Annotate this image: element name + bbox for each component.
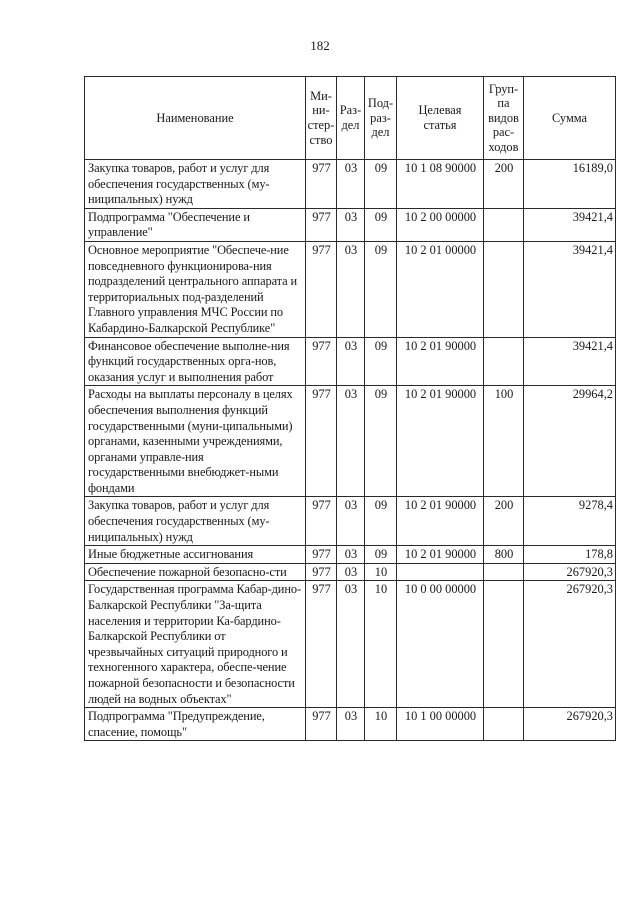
header-ministry: Ми- ни- стер- ство bbox=[306, 77, 337, 160]
row-ministry: 977 bbox=[306, 208, 337, 241]
row-expense-group bbox=[484, 241, 524, 337]
row-ministry: 977 bbox=[306, 563, 337, 581]
row-ministry: 977 bbox=[306, 581, 337, 708]
row-expense-group: 200 bbox=[484, 497, 524, 546]
header-subsection: Под- раз- дел bbox=[365, 77, 397, 160]
row-name: Закупка товаров, работ и услуг для обеспечения государственных (му-ниципальных) нужд bbox=[85, 160, 306, 209]
row-name: Подпрограмма "Обеспечение и управление" bbox=[85, 208, 306, 241]
row-ministry: 977 bbox=[306, 708, 337, 741]
row-ministry: 977 bbox=[306, 497, 337, 546]
row-ministry: 977 bbox=[306, 337, 337, 386]
table-row bbox=[85, 708, 616, 741]
row-section: 03 bbox=[337, 386, 365, 497]
row-subsection: 10 bbox=[365, 581, 397, 708]
row-target: 10 1 08 90000 bbox=[397, 160, 484, 209]
row-expense-group bbox=[484, 581, 524, 708]
table-row bbox=[85, 160, 616, 209]
row-ministry: 977 bbox=[306, 160, 337, 209]
row-sum: 29964,2 bbox=[524, 386, 616, 497]
budget-table bbox=[84, 76, 616, 741]
row-sum: 267920,3 bbox=[524, 708, 616, 741]
row-section: 03 bbox=[337, 337, 365, 386]
row-name: Основное мероприятие "Обеспече-ние повседневного функционирова-ния подразделений центрального аппарата и территориальных под-разделений Главного управления МЧС России по Кабардино-Балкарской Республике" bbox=[85, 241, 306, 337]
row-sum: 9278,4 bbox=[524, 497, 616, 546]
row-expense-group bbox=[484, 708, 524, 741]
row-target: 10 2 01 90000 bbox=[397, 497, 484, 546]
row-sum: 178,8 bbox=[524, 546, 616, 564]
row-sum: 267920,3 bbox=[524, 563, 616, 581]
row-section: 03 bbox=[337, 241, 365, 337]
row-sum: 267920,3 bbox=[524, 581, 616, 708]
row-target bbox=[397, 563, 484, 581]
row-subsection: 09 bbox=[365, 160, 397, 209]
row-ministry: 977 bbox=[306, 546, 337, 564]
row-ministry: 977 bbox=[306, 241, 337, 337]
header-section: Раз- дел bbox=[337, 77, 365, 160]
row-subsection: 09 bbox=[365, 337, 397, 386]
row-sum: 39421,4 bbox=[524, 241, 616, 337]
row-name: Обеспечение пожарной безопасно-сти bbox=[85, 563, 306, 581]
header-expense-group: Груп- па видов рас- ходов bbox=[484, 77, 524, 160]
row-section: 03 bbox=[337, 581, 365, 708]
row-subsection: 09 bbox=[365, 208, 397, 241]
row-section: 03 bbox=[337, 563, 365, 581]
row-expense-group: 800 bbox=[484, 546, 524, 564]
table-row bbox=[85, 208, 616, 241]
row-sum: 16189,0 bbox=[524, 160, 616, 209]
row-subsection: 09 bbox=[365, 546, 397, 564]
row-sum: 39421,4 bbox=[524, 337, 616, 386]
row-section: 03 bbox=[337, 546, 365, 564]
row-target: 10 2 01 90000 bbox=[397, 337, 484, 386]
header-row bbox=[85, 77, 616, 160]
row-expense-group: 200 bbox=[484, 160, 524, 209]
row-ministry: 977 bbox=[306, 386, 337, 497]
row-name: Подпрограмма "Предупреждение, спасение, помощь" bbox=[85, 708, 306, 741]
row-target: 10 0 00 00000 bbox=[397, 581, 484, 708]
row-subsection: 09 bbox=[365, 497, 397, 546]
row-section: 03 bbox=[337, 208, 365, 241]
header-sum: Сумма bbox=[524, 77, 616, 160]
row-target: 10 2 01 00000 bbox=[397, 241, 484, 337]
row-target: 10 1 00 00000 bbox=[397, 708, 484, 741]
row-target: 10 2 00 00000 bbox=[397, 208, 484, 241]
row-section: 03 bbox=[337, 160, 365, 209]
row-section: 03 bbox=[337, 708, 365, 741]
row-expense-group bbox=[484, 208, 524, 241]
row-expense-group bbox=[484, 563, 524, 581]
table-row bbox=[85, 563, 616, 581]
row-name: Государственная программа Кабар-дино-Балкарской Республики "За-щита населения и территории Ка-бардино-Балкарской Республики от чрезвычайных ситуаций природного и техногенного характера, обеспе-чение пожарной безопасности и безопасности людей на водных объектах" bbox=[85, 581, 306, 708]
header-name: Наименование bbox=[85, 77, 306, 160]
row-section: 03 bbox=[337, 497, 365, 546]
table-row bbox=[85, 386, 616, 497]
row-name: Расходы на выплаты персоналу в целях обеспечения выполнения функций государственными (муни-ципальными) органами, казенными учреждениями, органами управле-ния государственными внебюджет-ными фондами bbox=[85, 386, 306, 497]
row-name: Финансовое обеспечение выполне-ния функций государственных орга-нов, оказания услуг и выполнения работ bbox=[85, 337, 306, 386]
table-row bbox=[85, 581, 616, 708]
row-target: 10 2 01 90000 bbox=[397, 546, 484, 564]
row-subsection: 10 bbox=[365, 563, 397, 581]
row-sum: 39421,4 bbox=[524, 208, 616, 241]
row-subsection: 09 bbox=[365, 386, 397, 497]
row-target: 10 2 01 90000 bbox=[397, 386, 484, 497]
table-row bbox=[85, 241, 616, 337]
page-number: 182 bbox=[310, 38, 330, 53]
row-expense-group bbox=[484, 337, 524, 386]
row-subsection: 09 bbox=[365, 241, 397, 337]
table-row bbox=[85, 337, 616, 386]
row-expense-group: 100 bbox=[484, 386, 524, 497]
row-name: Иные бюджетные ассигнования bbox=[85, 546, 306, 564]
table-row bbox=[85, 546, 616, 564]
header-target: Целевая статья bbox=[397, 77, 484, 160]
row-subsection: 10 bbox=[365, 708, 397, 741]
row-name: Закупка товаров, работ и услуг для обеспечения государственных (му-ниципальных) нужд bbox=[85, 497, 306, 546]
table-row bbox=[85, 497, 616, 546]
